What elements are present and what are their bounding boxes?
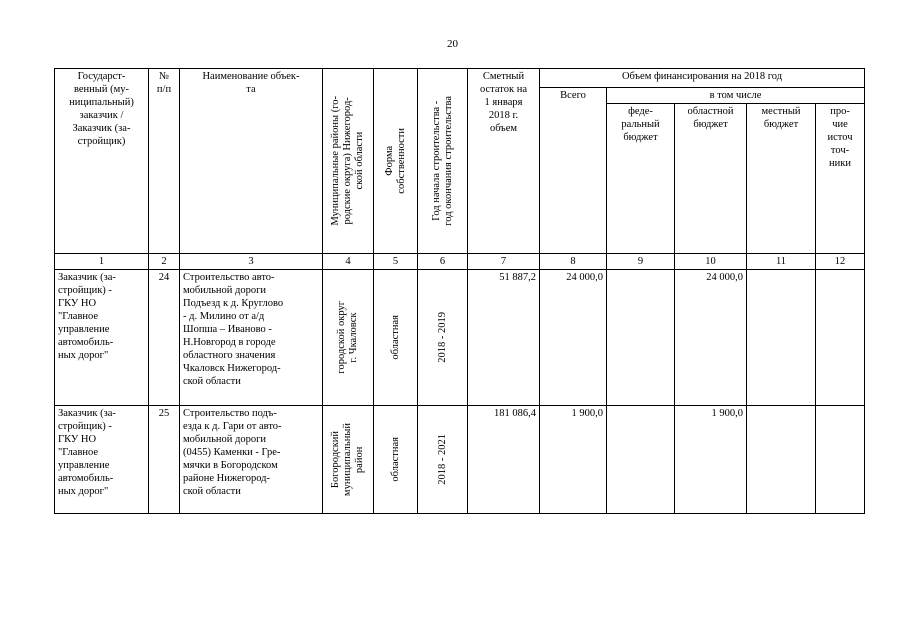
header-ownership [374,69,418,254]
header-regional: областной бюджет [675,104,747,254]
row-estimated-balance: 181 086,4 [468,406,540,514]
row-object-name: Строительство подъ- езда к д. Гари от авто- мобильной дороги (0455) Каменки - Гре- мячки в Богородском районе Нижегород- ской области [180,406,323,514]
row-district [323,406,374,514]
column-number: 5 [374,254,418,270]
row-ownership-text: областная [389,315,401,360]
row-number: 25 [149,406,180,514]
header-districts-text: Муниципальные районы (го- родские округа) Нижегород- ской области [330,96,365,226]
row-total: 24 000,0 [540,270,607,406]
column-number: 12 [816,254,865,270]
row-ownership [374,406,418,514]
row-customer: Заказчик (за- стройщик) - ГКУ НО "Главное управление автомобиль- ных дорог" [55,406,149,514]
header-total: Всего [540,88,607,254]
header-other: про- чие источ точ- ники [816,104,865,254]
header-years-text: Год начала строительства - год окончания строительства [430,96,454,226]
table-row [55,270,865,406]
row-estimated-balance: 51 887,2 [468,270,540,406]
column-number: 4 [323,254,374,270]
row-total: 1 900,0 [540,406,607,514]
column-number: 7 [468,254,540,270]
header-ownership-text: Форма собственности [383,128,407,194]
header-object-name: Наименование объек- та [180,69,323,254]
row-other [816,270,865,406]
row-local [747,270,816,406]
row-regional: 1 900,0 [675,406,747,514]
row-federal [607,270,675,406]
header-local: местный бюджет [747,104,816,254]
row-years [418,270,468,406]
row-number: 24 [149,270,180,406]
row-years [418,406,468,514]
header-customer: Государст- венный (му- ниципальный) заказчик / Заказчик (за- стройщик) [55,69,149,254]
row-district [323,270,374,406]
column-number: 10 [675,254,747,270]
row-ownership-text: областная [389,437,401,482]
header-federal: феде- ральный бюджет [607,104,675,254]
header-including: в том числе [607,88,865,104]
column-number: 2 [149,254,180,270]
table-row [55,406,865,514]
header-number: № п/п [149,69,180,254]
financing-table [54,68,865,514]
column-number: 3 [180,254,323,270]
page-number: 20 [447,38,458,50]
header-estimated-balance: Сметный остаток на 1 января 2018 г. объем [468,69,540,254]
row-ownership [374,270,418,406]
row-other [816,406,865,514]
row-district-text: городской округ г. Чкаловск [336,301,359,374]
row-customer: Заказчик (за- стройщик) - ГКУ НО "Главное управление автомобиль- ных дорог" [55,270,149,406]
row-years-text: 2018 - 2019 [436,312,448,363]
row-federal [607,406,675,514]
column-number: 8 [540,254,607,270]
column-number-row [55,254,865,270]
row-local [747,406,816,514]
row-years-text: 2018 - 2021 [436,434,448,485]
header-years [418,69,468,254]
row-district-text: Богородский муниципальный район [330,422,365,497]
row-regional: 24 000,0 [675,270,747,406]
column-number: 9 [607,254,675,270]
header-financing: Объем финансирования на 2018 год [540,69,865,88]
header-districts [323,69,374,254]
row-object-name: Строительство авто- мобильной дороги Подъезд к д. Круглово - д. Милино от а/д Шопша – Иваново - Н.Новгород в городе областного значения Чкаловск Нижегород- ской области [180,270,323,406]
column-number: 6 [418,254,468,270]
column-number: 11 [747,254,816,270]
column-number: 1 [55,254,149,270]
